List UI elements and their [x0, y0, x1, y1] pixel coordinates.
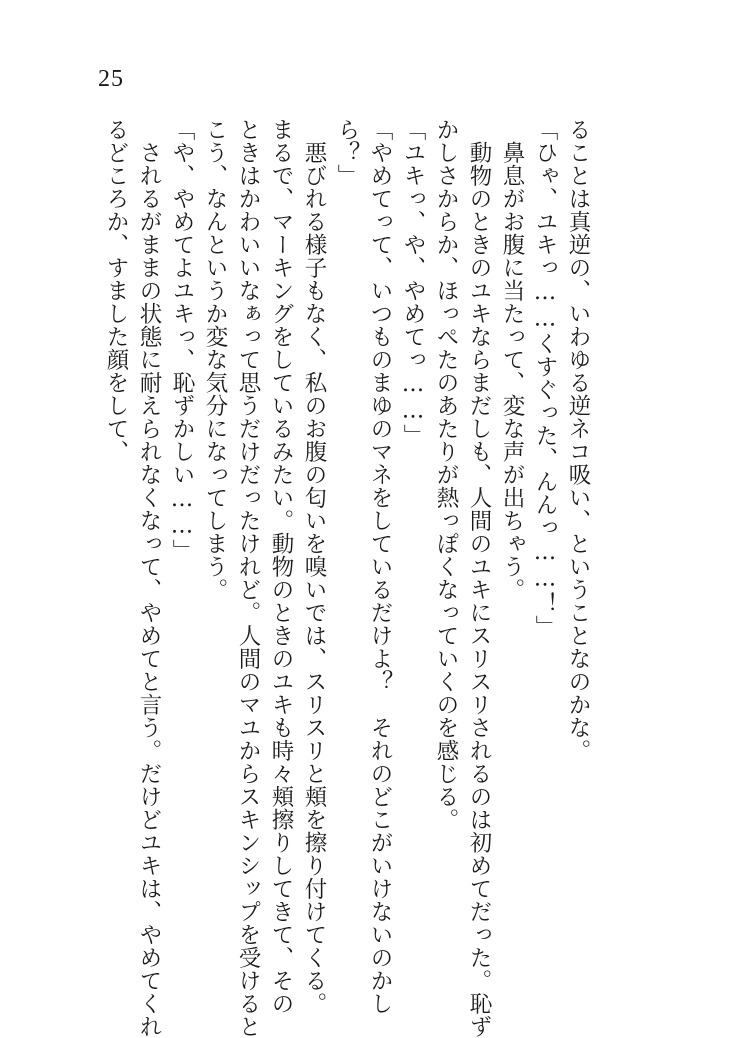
text-line: ることは真逆の、いわゆる逆ネコ吸い、ということなのかな。	[565, 118, 591, 762]
text-line: 「ユキっ、や、やめてっ……」	[400, 118, 426, 447]
text-line: 「やめてって、いつものまゆのマネをしているだけよ？ それのどこがいけないのかし	[367, 118, 393, 1015]
text-line: 「や、やめてよユキっ、恥ずかしい……」	[169, 118, 195, 562]
text-line: まるで、マーキングをしているみたい。動物のときのユキも時々頬擦りしてきて、その	[268, 118, 294, 1015]
text-line: 悪びれる様子もなく、私のお腹の匂いを嗅いでは、スリスリと頬を擦り付けてくる。	[301, 118, 327, 1015]
text-line: るどころか、すました顔をして、	[103, 118, 129, 463]
text-line: かしさからか、ほっぺたのあたりが熱っぽくなっていくのを感じる。	[433, 118, 459, 831]
text-line: ら？」	[334, 118, 360, 187]
text-line: されるがままの状態に耐えられなくなって、やめてと言う。だけどユキは、やめてくれ	[136, 118, 162, 1038]
page-number: 25	[98, 66, 124, 92]
text-line: こう、なんというか変な気分になってしまう。	[202, 118, 228, 601]
text-line: ときはかわいいなぁって思うだけだったけれど。人間のマユからスキンシップを受けると	[235, 118, 261, 1038]
text-line: 動物のときのユキならまだしも、人間のユキにスリスリされるのは初めてだった。恥ず	[466, 118, 492, 1038]
text-line: 鼻息がお腹に当たって、変な声が出ちゃう。	[499, 118, 525, 601]
body-text	[103, 118, 594, 1038]
text-line: 「ひゃ、ユキっ……くすぐった、んんっ……！」	[532, 118, 558, 638]
